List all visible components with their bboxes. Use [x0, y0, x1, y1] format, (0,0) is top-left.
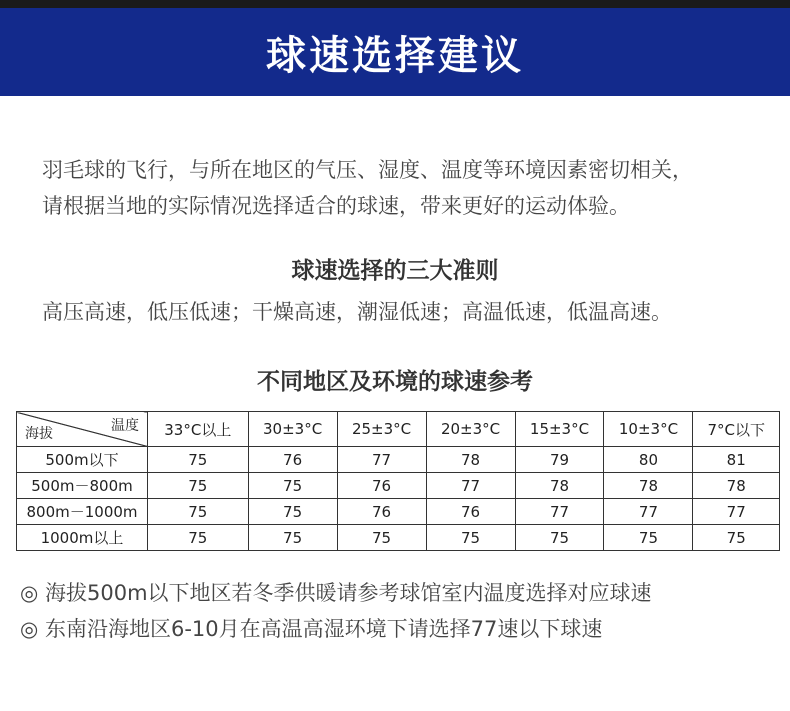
- note-1: ◎ 海拔500m以下地区若冬季供暖请参考球馆室内温度选择对应球速: [20, 581, 652, 605]
- header-banner: [0, 8, 790, 96]
- speed-cell: 79: [515, 447, 604, 473]
- speed-cell: 75: [148, 447, 249, 473]
- column-header: 20±3°C: [426, 412, 515, 447]
- altitude-cell: 500m－800m: [17, 473, 148, 499]
- speed-cell: 78: [515, 473, 604, 499]
- speed-cell: 77: [604, 499, 693, 525]
- speed-cell: 75: [337, 525, 426, 551]
- table-title: 不同地区及环境的球速参考: [257, 369, 533, 395]
- intro-line-1: 羽毛球的飞行，与所在地区的气压、湿度、温度等环境因素密切相关，: [42, 158, 693, 182]
- notes: [20, 575, 652, 647]
- rules-title: 球速选择的三大准则: [291, 258, 499, 284]
- intro-line-2: 请根据当地的实际情况选择适合的球速，带来更好的运动体验。: [42, 194, 630, 218]
- speed-cell: 76: [337, 499, 426, 525]
- speed-cell: 75: [693, 525, 780, 551]
- speed-cell: 78: [604, 473, 693, 499]
- speed-cell: 76: [337, 473, 426, 499]
- table-row: [17, 473, 780, 499]
- speed-cell: 75: [248, 525, 337, 551]
- speed-reference-table: [16, 411, 780, 551]
- speed-cell: 75: [148, 499, 249, 525]
- speed-cell: 78: [693, 473, 780, 499]
- altitude-cell: 500m以下: [17, 447, 148, 473]
- altitude-cell: 800m－1000m: [17, 499, 148, 525]
- speed-cell: 77: [337, 447, 426, 473]
- speed-cell: 76: [248, 447, 337, 473]
- speed-cell: 80: [604, 447, 693, 473]
- altitude-cell: 1000m以上: [17, 525, 148, 551]
- speed-cell: 75: [604, 525, 693, 551]
- speed-cell: 76: [426, 499, 515, 525]
- column-header: 15±3°C: [515, 412, 604, 447]
- speed-cell: 81: [693, 447, 780, 473]
- table-row: [17, 447, 780, 473]
- speed-cell: 77: [693, 499, 780, 525]
- corner-temp-label: 温度: [111, 418, 139, 434]
- speed-cell: 75: [248, 499, 337, 525]
- rules-text: 高压高速，低压低速；干燥高速，潮湿低速；高温低速，低温高速。: [42, 300, 672, 324]
- speed-cell: 77: [426, 473, 515, 499]
- page-title: 球速选择建议: [266, 32, 524, 79]
- corner-alt-label: 海拔: [25, 426, 53, 442]
- speed-cell: 75: [515, 525, 604, 551]
- table-row: [17, 499, 780, 525]
- speed-cell: 75: [148, 473, 249, 499]
- column-header: 10±3°C: [604, 412, 693, 447]
- speed-cell: 75: [426, 525, 515, 551]
- top-bar: [0, 0, 790, 8]
- table-row: [17, 525, 780, 551]
- column-header: 25±3°C: [337, 412, 426, 447]
- column-header: 30±3°C: [248, 412, 337, 447]
- column-header: 7°C以下: [693, 412, 780, 447]
- table-header-row: [17, 412, 780, 447]
- corner-header: [17, 412, 148, 447]
- intro-paragraph: [42, 152, 762, 224]
- speed-cell: 75: [148, 525, 249, 551]
- column-header: 33°C以上: [148, 412, 249, 447]
- speed-cell: 78: [426, 447, 515, 473]
- note-2: ◎ 东南沿海地区6-10月在高温高湿环境下请选择77速以下球速: [20, 617, 603, 641]
- speed-cell: 75: [248, 473, 337, 499]
- speed-cell: 77: [515, 499, 604, 525]
